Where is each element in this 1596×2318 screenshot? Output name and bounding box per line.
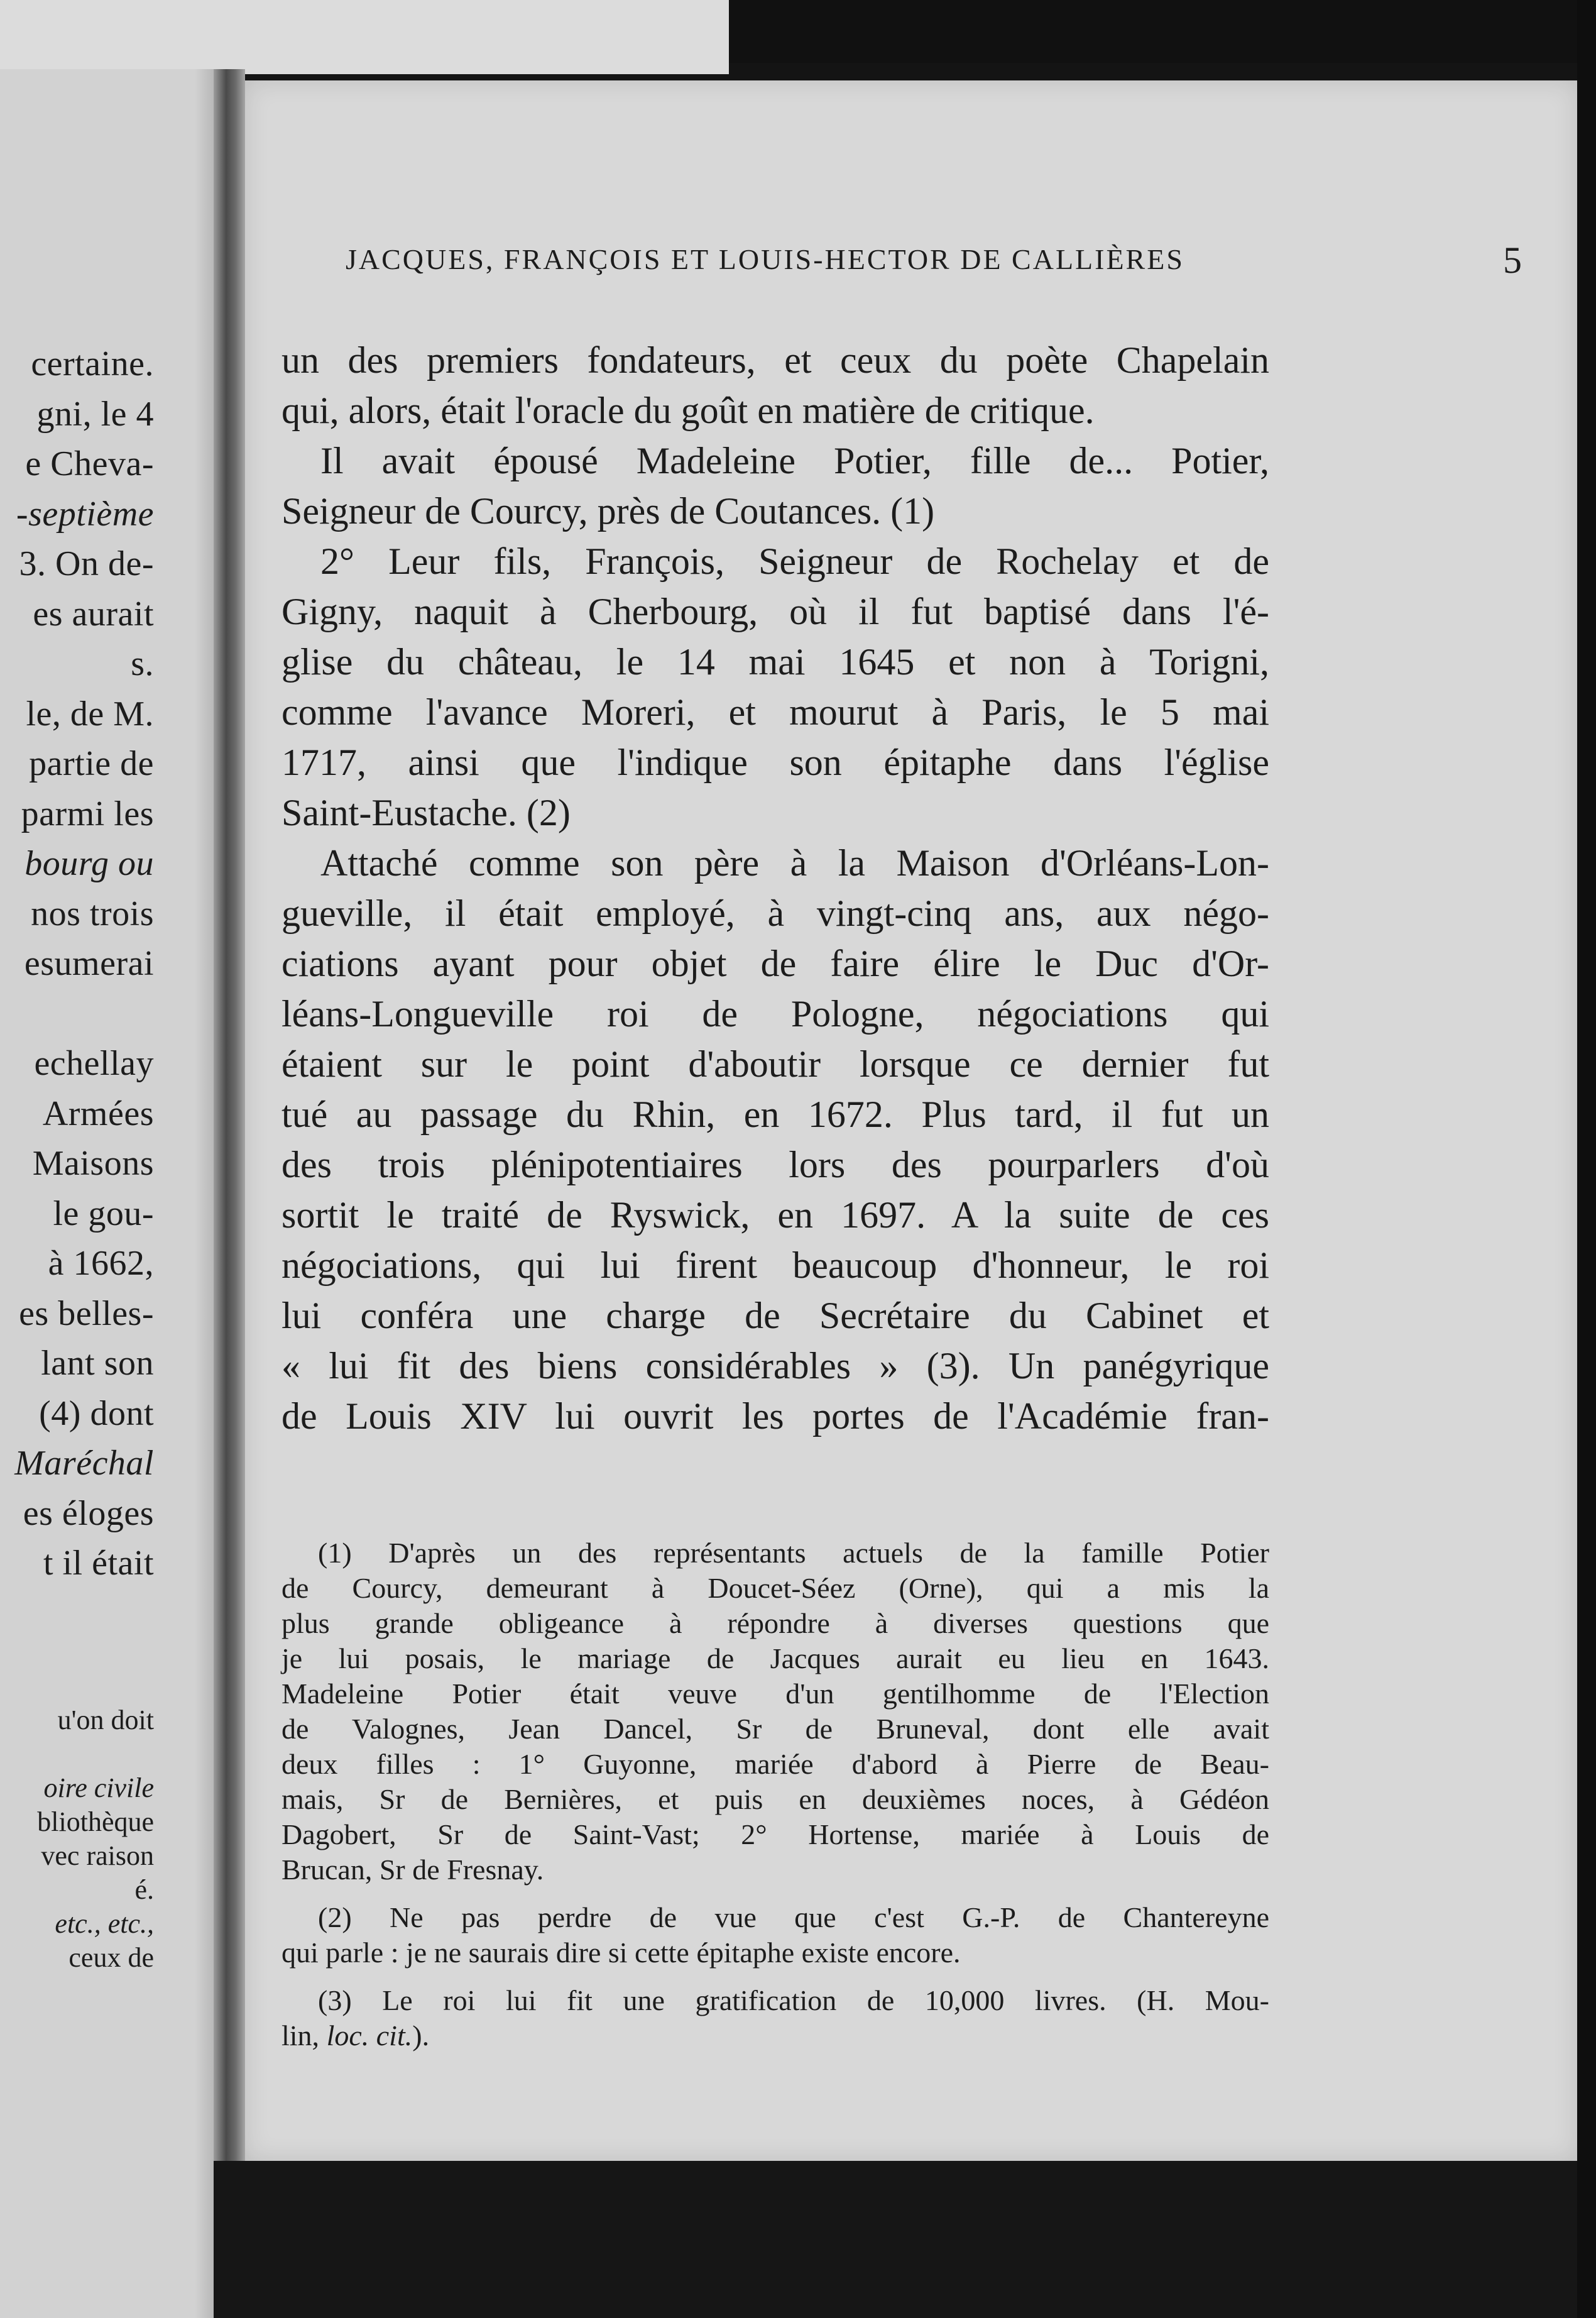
fragment-line: es éloges bbox=[23, 1493, 154, 1533]
fragment-line: esumerai bbox=[24, 944, 154, 983]
text-line: négociations, qui lui firent beaucoup d'honneur, le roi bbox=[281, 1244, 1269, 1286]
text-line: 2° Leur fils, François, Seigneur de Rochelay et de bbox=[320, 541, 1269, 582]
fragment-line: le gou- bbox=[53, 1194, 154, 1233]
fragment-line: e Cheva- bbox=[25, 444, 154, 483]
text-line: un des premiers fondateurs, et ceux du poète Chapelain bbox=[281, 339, 1269, 381]
book-spine bbox=[214, 69, 245, 2318]
footnote-line: qui parle : je ne saurais dire si cette épitaphe existe encore. bbox=[281, 1936, 961, 1969]
text-line: 1717, ainsi que l'indique son épitaphe dans l'église bbox=[281, 742, 1269, 783]
fragment-line: bliothèque bbox=[37, 1806, 154, 1837]
fragment-line: nos trois bbox=[31, 894, 154, 933]
fragment-line: à 1662, bbox=[48, 1244, 154, 1283]
footnote-text: lin, bbox=[281, 2019, 327, 2052]
right-border bbox=[1577, 0, 1596, 2318]
text-line: Gigny, naquit à Cherbourg, où il fut baptisé dans l'é- bbox=[281, 591, 1269, 632]
fragment-line: certaine. bbox=[31, 344, 154, 383]
fragment-line: es belles- bbox=[19, 1294, 154, 1333]
text-line: des trois plénipotentiaires lors des pourparlers d'où bbox=[281, 1144, 1269, 1185]
footnote-line: (3) Le roi lui fit une gratification de 10,000 livres. (H. Mou- bbox=[318, 1984, 1269, 2016]
footnote-line: mais, Sr de Bernières, et puis en deuxièmes noces, à Gédéon bbox=[281, 1783, 1269, 1815]
text-line: Saint-Eustache. (2) bbox=[281, 792, 571, 833]
fragment-line: s. bbox=[131, 644, 154, 683]
fragment-line: vec raison bbox=[41, 1840, 154, 1871]
fragment-line: lant son bbox=[41, 1344, 154, 1383]
footnote-line: Dagobert, Sr de Saint-Vast; 2° Hortense, mariée à Louis de bbox=[281, 1818, 1269, 1850]
text-line: qui, alors, était l'oracle du goût en matière de critique. bbox=[281, 390, 1095, 431]
top-border bbox=[0, 0, 1596, 63]
text-line: étaient sur le point d'aboutir lorsque ce dernier fut bbox=[281, 1043, 1269, 1085]
previous-page-text bbox=[14, 339, 154, 1589]
running-title: JACQUES, FRANÇOIS ET LOUIS-HECTOR DE CALLIÈRES bbox=[346, 243, 1184, 275]
text-line: tué au passage du Rhin, en 1672. Plus tard, il fut un bbox=[281, 1094, 1269, 1135]
footnote-line: (2) Ne pas perdre de vue que c'est G.-P. de Chantereyne bbox=[318, 1901, 1269, 1933]
text-line: « lui fit des biens considérables » (3). Un panégyrique bbox=[281, 1345, 1269, 1387]
footnote-line: de Valognes, Jean Dancel, Sr de Bruneval, dont elle avait bbox=[281, 1713, 1269, 1745]
fragment-line: gni, le 4 bbox=[36, 394, 154, 434]
text-line: glise du château, le 14 mai 1645 et non à Torigni, bbox=[281, 641, 1269, 683]
footnote-line bbox=[281, 2018, 1269, 2053]
fragment-line: (4) dont bbox=[39, 1393, 154, 1433]
text-line: comme l'avance Moreri, et mourut à Paris, le 5 mai bbox=[281, 691, 1269, 733]
page-number: 5 bbox=[1503, 239, 1522, 281]
fragment-line: echellay bbox=[34, 1044, 154, 1083]
fragment-line bbox=[37, 1737, 154, 1771]
fragment-line: parmi les bbox=[21, 794, 154, 833]
fragment-line bbox=[14, 989, 154, 1040]
footnote-3 bbox=[281, 1983, 1269, 2053]
fragment-line: -septième bbox=[16, 494, 154, 534]
running-header bbox=[346, 239, 1522, 281]
text-line: de Louis XIV lui ouvrit les portes de l'Académie fran- bbox=[281, 1395, 1269, 1437]
footnote-line: deux filles : 1° Guyonne, mariée d'abord à Pierre de Beau- bbox=[281, 1748, 1269, 1780]
footnote-line: (1) D'après un des représentants actuels de la famille Potier bbox=[318, 1537, 1269, 1569]
text-line: sortit le traité de Ryswick, en 1697. A la suite de ces bbox=[281, 1194, 1269, 1236]
top-border-light bbox=[0, 0, 729, 74]
text-line: lui conféra une charge de Secrétaire du Cabinet et bbox=[281, 1295, 1269, 1336]
text-line: Seigneur de Courcy, près de Coutances. (1) bbox=[281, 490, 935, 532]
text-line: léans-Longueville roi de Pologne, négociations qui bbox=[281, 993, 1269, 1035]
footnote-2 bbox=[281, 1900, 1269, 1970]
footnote-line: plus grande obligeance à répondre à diverses questions que bbox=[281, 1607, 1269, 1639]
fragment-line: t il était bbox=[43, 1544, 154, 1583]
previous-page-fragment bbox=[0, 69, 214, 2318]
page-fold bbox=[195, 69, 214, 2318]
fragment-line: oire civile bbox=[43, 1772, 154, 1803]
fragment-line: es aurait bbox=[33, 594, 154, 634]
bottom-border bbox=[214, 2161, 1596, 2318]
fragment-line: u'on doit bbox=[57, 1705, 154, 1735]
footnote-1 bbox=[281, 1535, 1269, 1887]
book-page bbox=[245, 80, 1577, 2161]
footnote-text: ). bbox=[412, 2019, 430, 2052]
fragment-line: ceux de bbox=[68, 1942, 154, 1973]
footnote-line: je lui posais, le mariage de Jacques aurait eu lieu en 1643. bbox=[281, 1642, 1269, 1674]
footnote-line: Madeleine Potier était veuve d'un gentilhomme de l'Election bbox=[281, 1678, 1269, 1710]
text-line: ciations ayant pour objet de faire élire le Duc d'Or- bbox=[281, 943, 1269, 984]
text-line: Attaché comme son père à la Maison d'Orléans-Lon- bbox=[320, 842, 1269, 884]
fragment-line: partie de bbox=[29, 744, 154, 783]
text-line: Il avait épousé Madeleine Potier, fille de... Potier, bbox=[320, 440, 1269, 481]
fragment-line: bourg ou bbox=[25, 844, 154, 883]
previous-page-notes bbox=[37, 1703, 154, 1975]
footnote-citation: loc. cit. bbox=[326, 2019, 413, 2052]
main-text bbox=[281, 335, 1269, 1441]
fragment-line: le, de M. bbox=[26, 694, 154, 733]
footnote-line: de Courcy, demeurant à Doucet-Séez (Orne), qui a mis la bbox=[281, 1572, 1269, 1604]
text-line: gueville, il était employé, à vingt-cinq ans, aux négo- bbox=[281, 893, 1269, 934]
fragment-line: 3. On de- bbox=[19, 544, 154, 583]
fragment-line: é. bbox=[134, 1874, 154, 1905]
footnotes bbox=[281, 1535, 1269, 2053]
fragment-line: etc., etc., bbox=[55, 1908, 154, 1939]
fragment-line: Maisons bbox=[32, 1144, 154, 1183]
fragment-line: Maréchal bbox=[14, 1444, 154, 1483]
footnote-line: Brucan, Sr de Fresnay. bbox=[281, 1854, 544, 1886]
fragment-line: Armées bbox=[42, 1094, 154, 1133]
